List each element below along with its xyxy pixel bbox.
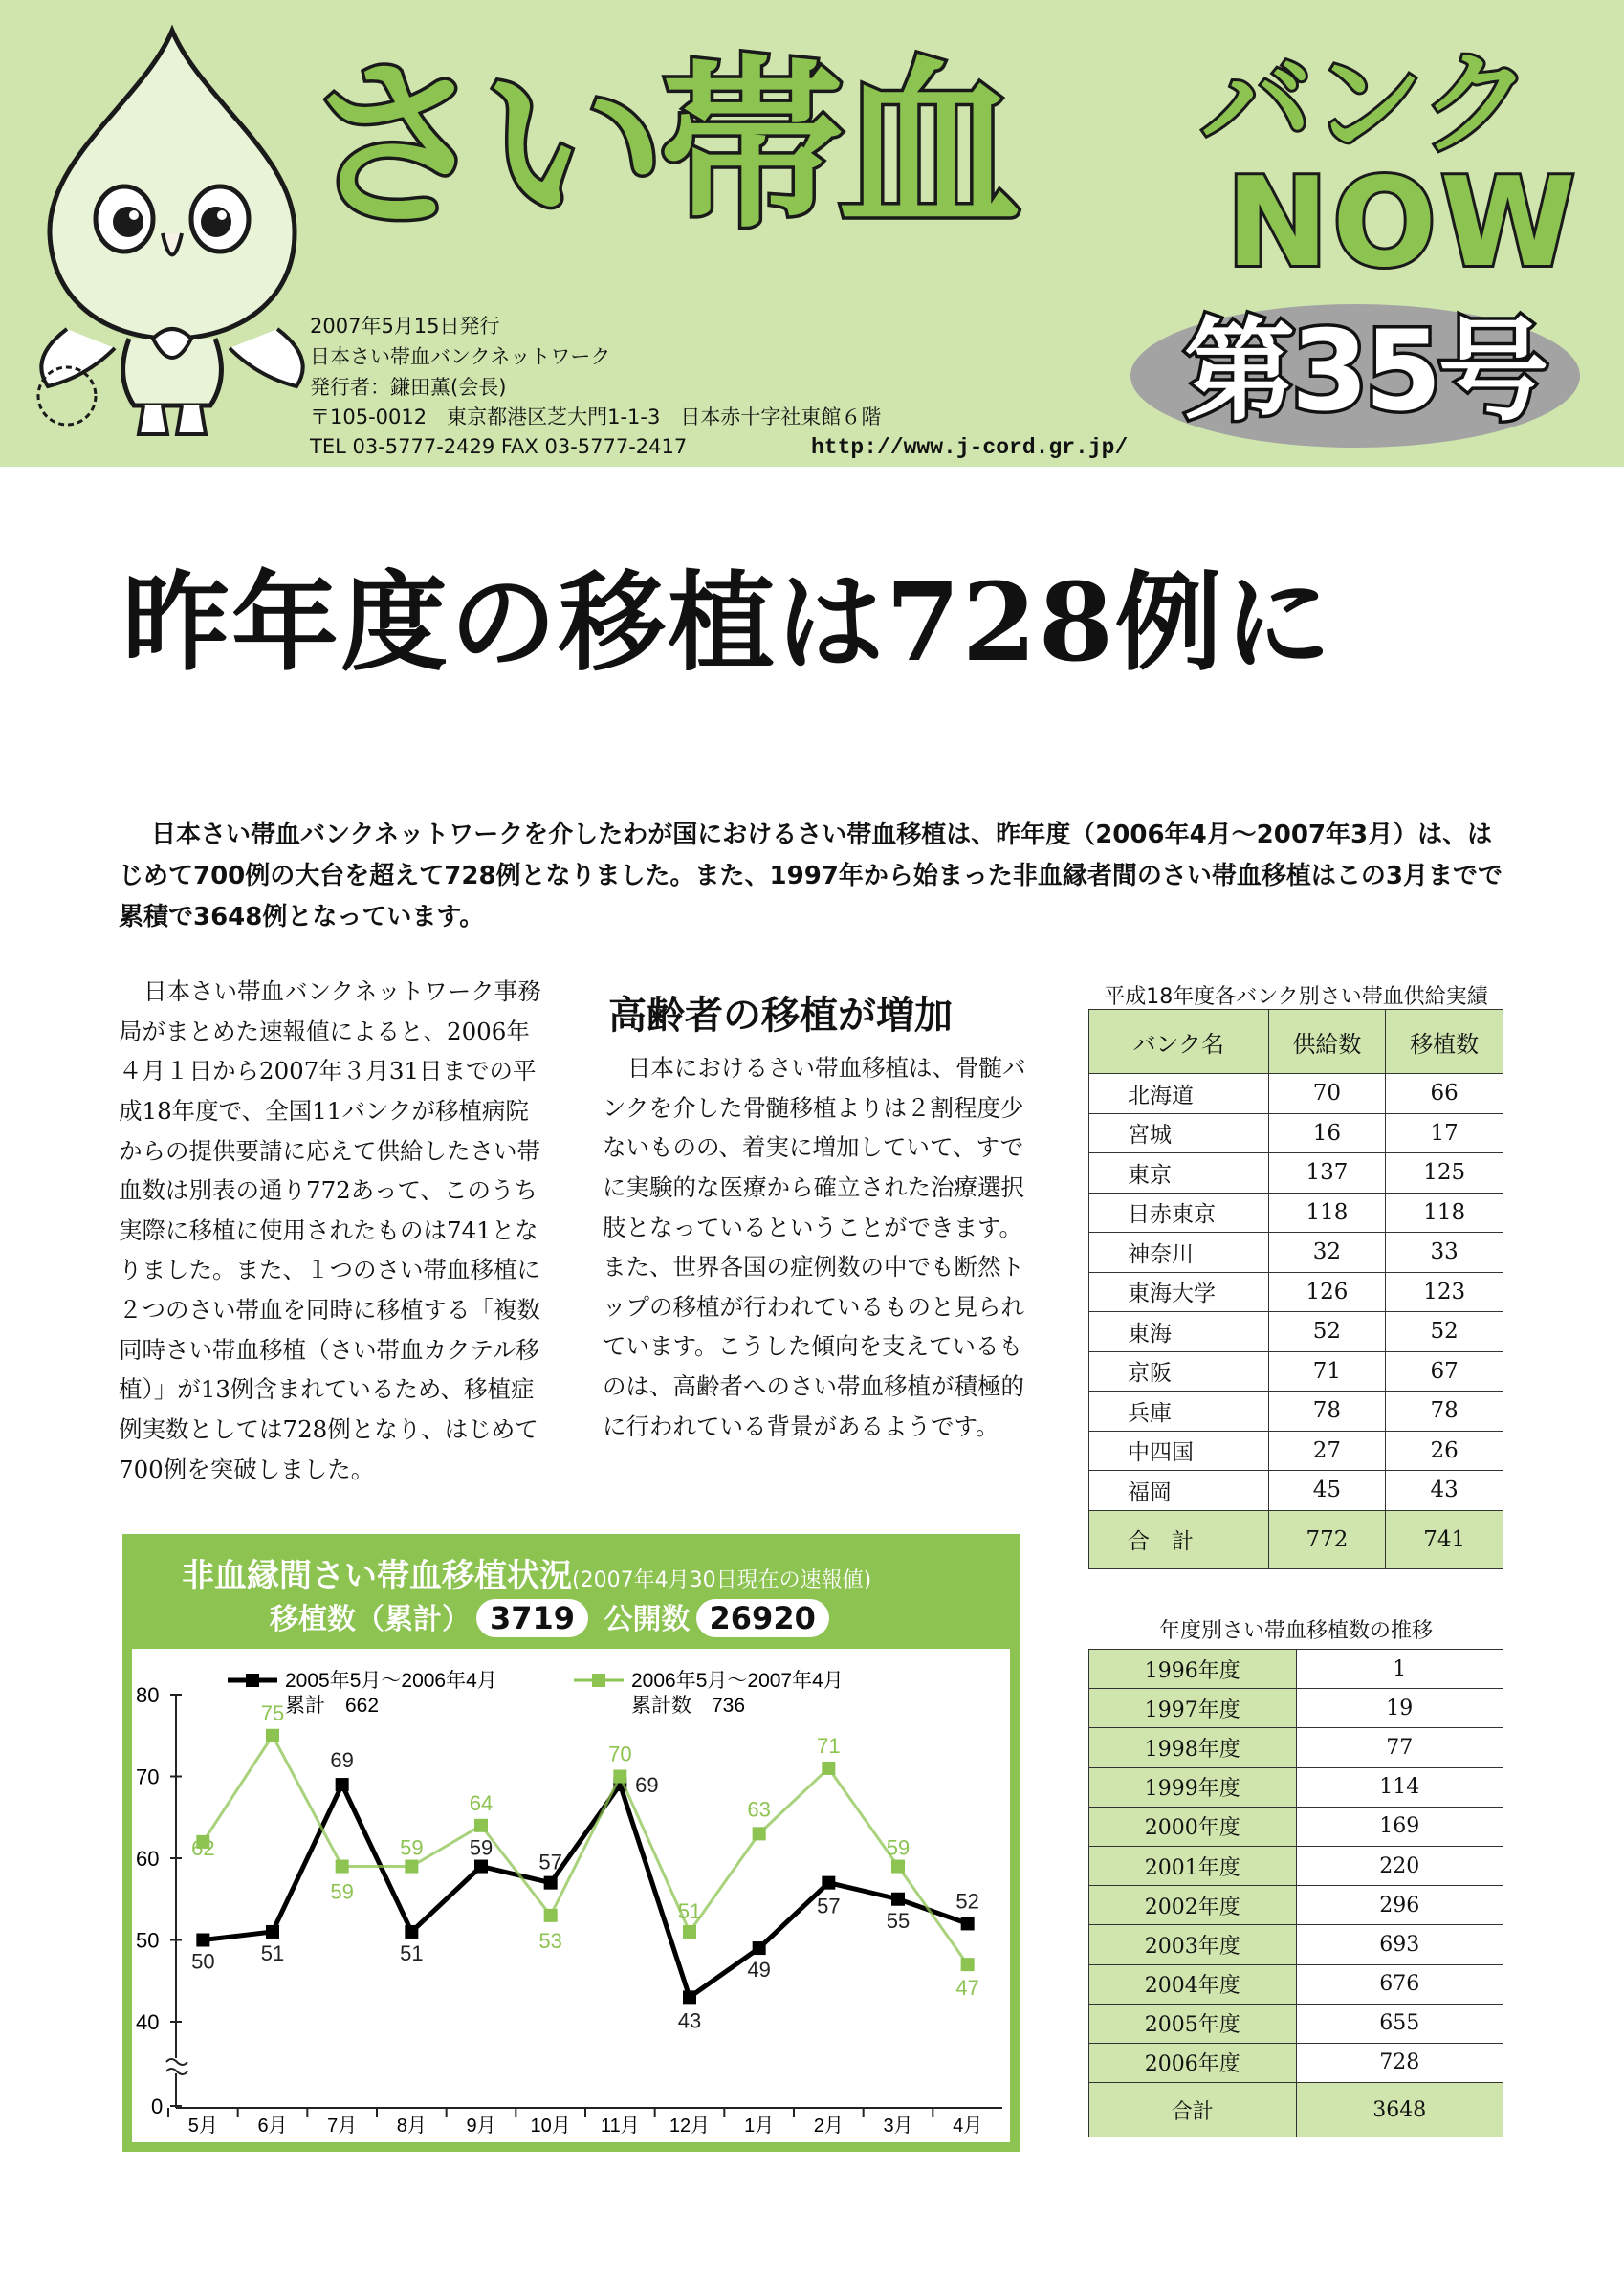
article-column-1: 日本さい帯血バンクネットワーク事務局がまとめた速報値によると、2006年４月１日から2007年３月31日までの平成18年度で、全国11バンクが移植病院からの提供要請に応えて供給したさい帯血数は別表の通り772あって、このうち実際に移植に使用されたものは741となりました。また、１つのさい帯血移植に２つのさい帯血を同時に移植する「複数同時さい帯血移植（さい帯血カクテル移植）」が13例含まれているため、移植症例実数としては728例となり、はじめて700例を突破しました。 <box>119 977 541 1483</box>
x-tick-label: 1月 <box>744 2115 775 2137</box>
table-row <box>1089 1392 1503 1432</box>
publish-date: 2007年5月15日発行 <box>310 315 500 338</box>
table-row <box>1089 2004 1503 2043</box>
data-point <box>683 1990 696 2004</box>
column-header: 移植数 <box>1386 1010 1503 1074</box>
data-point <box>822 1762 835 1775</box>
bank-name-cell: 東京 <box>1089 1153 1269 1194</box>
series-line-2005 <box>203 1785 967 1997</box>
x-tick-label: 8月 <box>396 2115 427 2137</box>
value-cell: 43 <box>1386 1471 1503 1511</box>
x-tick-label: 12月 <box>669 2115 711 2137</box>
bank-name-cell: 東海大学 <box>1089 1272 1269 1312</box>
data-label: 53 <box>538 1928 562 1953</box>
data-point <box>822 1876 835 1890</box>
data-label: 64 <box>469 1790 494 1815</box>
data-label: 51 <box>400 1940 424 1965</box>
total-value: 772 <box>1268 1510 1386 1568</box>
value-cell: 52 <box>1268 1312 1386 1352</box>
logo-now: NOW <box>1226 152 1580 295</box>
data-point <box>544 1876 558 1890</box>
y-tick-label: 60 <box>136 1847 160 1871</box>
total-value: 741 <box>1386 1510 1503 1568</box>
value-cell: 137 <box>1268 1153 1386 1194</box>
data-label: 69 <box>330 1748 354 1773</box>
bank-name-cell: 日赤東京 <box>1089 1193 1269 1233</box>
value-cell: 16 <box>1268 1113 1386 1153</box>
table-row <box>1089 1312 1503 1352</box>
data-point <box>474 1819 488 1832</box>
data-label: 51 <box>260 1940 285 1965</box>
logo-bank: バンク <box>1201 40 1532 169</box>
x-tick-label: 11月 <box>600 2115 640 2137</box>
x-tick-label: 2月 <box>813 2115 844 2137</box>
data-point <box>266 1729 279 1742</box>
data-point <box>753 1827 766 1840</box>
value-cell: 78 <box>1268 1392 1386 1432</box>
data-label: 57 <box>817 1894 841 1918</box>
year-cell: 1997年度 <box>1089 1689 1297 1728</box>
bank-name-cell: 神奈川 <box>1089 1233 1269 1273</box>
table-row <box>1089 1964 1503 2004</box>
stat-transplant-label: 移植数（累計） <box>270 1603 471 1636</box>
count-cell: 169 <box>1296 1807 1503 1846</box>
data-point <box>961 1917 975 1930</box>
data-point <box>683 1925 696 1939</box>
year-cell: 2006年度 <box>1089 2043 1297 2082</box>
bank-name-cell: 宮城 <box>1089 1113 1269 1153</box>
column-header: 供給数 <box>1268 1010 1386 1074</box>
table-row <box>1089 1113 1503 1153</box>
data-label: 69 <box>635 1773 659 1798</box>
year-cell: 1996年度 <box>1089 1650 1297 1689</box>
data-label: 50 <box>191 1949 215 1974</box>
y-tick-label: 70 <box>136 1764 160 1789</box>
data-label: 71 <box>817 1733 841 1758</box>
headline: 昨年度の移植は728例に <box>122 560 1333 686</box>
table-row <box>1089 1153 1503 1194</box>
table-row <box>1089 1351 1503 1392</box>
data-label: 47 <box>955 1976 979 2001</box>
legend-label: 2005年5月～2006年4月 <box>285 1670 497 1692</box>
total-label: 合 計 <box>1089 1510 1269 1568</box>
data-label: 43 <box>677 2008 702 2033</box>
data-point <box>613 1770 626 1784</box>
count-cell: 728 <box>1296 2043 1503 2082</box>
value-cell: 118 <box>1268 1193 1386 1233</box>
table-header-row <box>1089 1010 1503 1074</box>
data-point <box>405 1925 418 1939</box>
chart-title <box>182 1549 871 1596</box>
lead-paragraph: 日本さい帯血バンクネットワークを介したわが国におけるさい帯血移植は、昨年度（2006年4月～2007年3月）は、はじめて700例の大台を超えて728例となりました。また、1997年から始まった非血縁者間のさい帯血移植はこの3月までで累積で3648例となっています。 <box>119 821 1503 932</box>
table-row <box>1089 1650 1503 1689</box>
value-cell: 17 <box>1386 1113 1503 1153</box>
section-heading: 高齢者の移植が増加 <box>608 994 953 1038</box>
data-label: 52 <box>955 1889 979 1914</box>
organization-name: 日本さい帯血バンクネットワーク <box>310 345 611 368</box>
value-cell: 26 <box>1386 1431 1503 1471</box>
address: 〒105-0012 東京都港区芝大門1-1-3 日本赤十字社東館６階 <box>310 405 882 428</box>
data-label: 59 <box>886 1835 911 1860</box>
x-tick-label: 3月 <box>883 2115 913 2137</box>
year-cell: 1999年度 <box>1089 1767 1297 1807</box>
count-cell: 220 <box>1296 1846 1503 1885</box>
table-row <box>1089 2043 1503 2082</box>
stat-transplant-value: 3719 <box>476 1599 588 1637</box>
issue-number: 第35号 <box>1184 307 1546 436</box>
bank-name-cell: 京阪 <box>1089 1351 1269 1392</box>
value-cell: 78 <box>1386 1392 1503 1432</box>
data-point <box>544 1909 558 1922</box>
data-label: 59 <box>330 1879 354 1904</box>
x-tick-label: 10月 <box>530 2115 571 2137</box>
data-point <box>753 1941 766 1955</box>
column-header: バンク名 <box>1089 1010 1269 1074</box>
data-label: 49 <box>747 1958 771 1983</box>
publisher: 発行者：鎌田薫(会長) <box>310 376 507 399</box>
data-label: 63 <box>747 1797 771 1822</box>
table-row <box>1089 1807 1503 1846</box>
total-row <box>1089 2083 1503 2137</box>
x-tick-label: 9月 <box>466 2115 496 2137</box>
bank-name-cell: 東海 <box>1089 1312 1269 1352</box>
legend-swatch-marker <box>592 1674 605 1687</box>
data-point <box>891 1893 905 1906</box>
legend-total: 累計 662 <box>285 1695 380 1717</box>
count-cell: 693 <box>1296 1925 1503 1964</box>
bank-name-cell: 兵庫 <box>1089 1392 1269 1432</box>
table-row <box>1089 1886 1503 1925</box>
table-row <box>1089 1689 1503 1728</box>
data-label: 51 <box>677 1898 702 1923</box>
y-tick-label: 50 <box>136 1928 160 1953</box>
stat-public-value: 26920 <box>696 1599 829 1637</box>
value-cell: 71 <box>1268 1351 1386 1392</box>
y-tick-label: 0 <box>151 2094 164 2118</box>
x-tick-label: 7月 <box>327 2115 358 2137</box>
data-point <box>336 1778 349 1791</box>
year-table-title: 年度別さい帯血移植数の推移 <box>1158 1619 1433 1643</box>
website-link[interactable]: http://www.j-cord.gr.jp/ <box>811 435 1129 460</box>
year-cell: 1998年度 <box>1089 1728 1297 1767</box>
data-point <box>474 1860 488 1874</box>
count-cell: 676 <box>1296 1964 1503 2004</box>
count-cell: 114 <box>1296 1767 1503 1807</box>
data-point <box>196 1934 209 1947</box>
data-label: 70 <box>608 1742 632 1766</box>
monthly-transplant-line-chart <box>132 1649 1010 2142</box>
year-cell: 2003年度 <box>1089 1925 1297 1964</box>
table-row <box>1089 1193 1503 1233</box>
series-line-2006 <box>203 1733 967 1964</box>
bank-name-cell: 北海道 <box>1089 1074 1269 1114</box>
year-cell: 2002年度 <box>1089 1886 1297 1925</box>
logo-title: さい帯血 <box>304 40 1016 253</box>
table-row <box>1089 1233 1503 1273</box>
yearly-transplant-table <box>1088 1649 1503 2137</box>
year-cell: 2000年度 <box>1089 1807 1297 1846</box>
value-cell: 32 <box>1268 1233 1386 1273</box>
table-row <box>1089 1728 1503 1767</box>
table-row <box>1089 1767 1503 1807</box>
data-label: 59 <box>469 1835 494 1860</box>
bank-supply-table <box>1088 1009 1503 1569</box>
year-cell: 2004年度 <box>1089 1964 1297 2004</box>
value-cell: 123 <box>1386 1272 1503 1312</box>
table-row <box>1089 1431 1503 1471</box>
tel-fax: TEL 03-5777-2429 FAX 03-5777-2417 <box>310 435 688 458</box>
count-cell: 1 <box>1296 1650 1503 1689</box>
count-cell: 19 <box>1296 1689 1503 1728</box>
total-label: 合計 <box>1089 2083 1297 2137</box>
value-cell: 70 <box>1268 1074 1386 1114</box>
bank-table-title: 平成18年度各バンク別さい帯血供給実績 <box>1104 985 1488 1009</box>
y-tick-label: 40 <box>136 2010 160 2034</box>
table-row <box>1089 1925 1503 1964</box>
bank-name-cell: 福岡 <box>1089 1471 1269 1511</box>
x-tick-label: 5月 <box>187 2115 218 2137</box>
table-row <box>1089 1846 1503 1885</box>
data-label: 57 <box>538 1850 562 1874</box>
table-row <box>1089 1074 1503 1114</box>
year-cell: 2001年度 <box>1089 1846 1297 1885</box>
value-cell: 126 <box>1268 1272 1386 1312</box>
value-cell: 27 <box>1268 1431 1386 1471</box>
legend-label: 2006年5月～2007年4月 <box>631 1670 844 1692</box>
count-cell: 296 <box>1296 1886 1503 1925</box>
value-cell: 67 <box>1386 1351 1503 1392</box>
x-tick-label: 4月 <box>953 2115 983 2137</box>
chart-title-sub: (2007年4月30日現在の速報値) <box>572 1568 872 1592</box>
x-tick-label: 6月 <box>257 2115 288 2137</box>
stat-public-label: 公開数 <box>604 1603 691 1636</box>
value-cell: 118 <box>1386 1193 1503 1233</box>
data-point <box>405 1860 418 1874</box>
total-row <box>1089 1510 1503 1568</box>
data-point <box>266 1925 279 1939</box>
legend-total: 累計数 736 <box>631 1695 746 1717</box>
count-cell: 77 <box>1296 1728 1503 1767</box>
bank-name-cell: 中四国 <box>1089 1431 1269 1471</box>
data-point <box>961 1958 975 1971</box>
value-cell: 125 <box>1386 1153 1503 1194</box>
year-cell: 2005年度 <box>1089 2004 1297 2043</box>
total-value: 3648 <box>1296 2083 1503 2137</box>
data-point <box>336 1860 349 1874</box>
data-label: 55 <box>886 1908 911 1933</box>
table-row <box>1089 1471 1503 1511</box>
data-label: 59 <box>400 1835 424 1860</box>
article-column-2: 日本におけるさい帯血移植は、骨髄バンクを介した骨髄移植よりは２割程度少ないものの、着実に増加していて、すでに実験的な医療から確立された治療選択肢となっているということができます。また、世界各国の症例数の中でも断然トップの移植が行われているものと見られています。こうした傾向を支えているものは、高齢者へのさい帯血移植が積極的に行われている背景があるようです。 <box>603 1054 1026 1440</box>
value-cell: 52 <box>1386 1312 1503 1352</box>
count-cell: 655 <box>1296 2004 1503 2043</box>
y-tick-label: 80 <box>136 1683 160 1707</box>
data-label: 75 <box>260 1700 285 1725</box>
legend-swatch-marker <box>246 1674 259 1687</box>
mascot-illustration <box>29 13 306 444</box>
data-label: 62 <box>191 1835 215 1860</box>
value-cell: 66 <box>1386 1074 1503 1114</box>
chart-stats <box>270 1595 835 1637</box>
table-row <box>1089 1272 1503 1312</box>
value-cell: 45 <box>1268 1471 1386 1511</box>
chart-title-main: 非血縁間さい帯血移植状況 <box>182 1557 572 1595</box>
value-cell: 33 <box>1386 1233 1503 1273</box>
data-point <box>891 1860 905 1874</box>
